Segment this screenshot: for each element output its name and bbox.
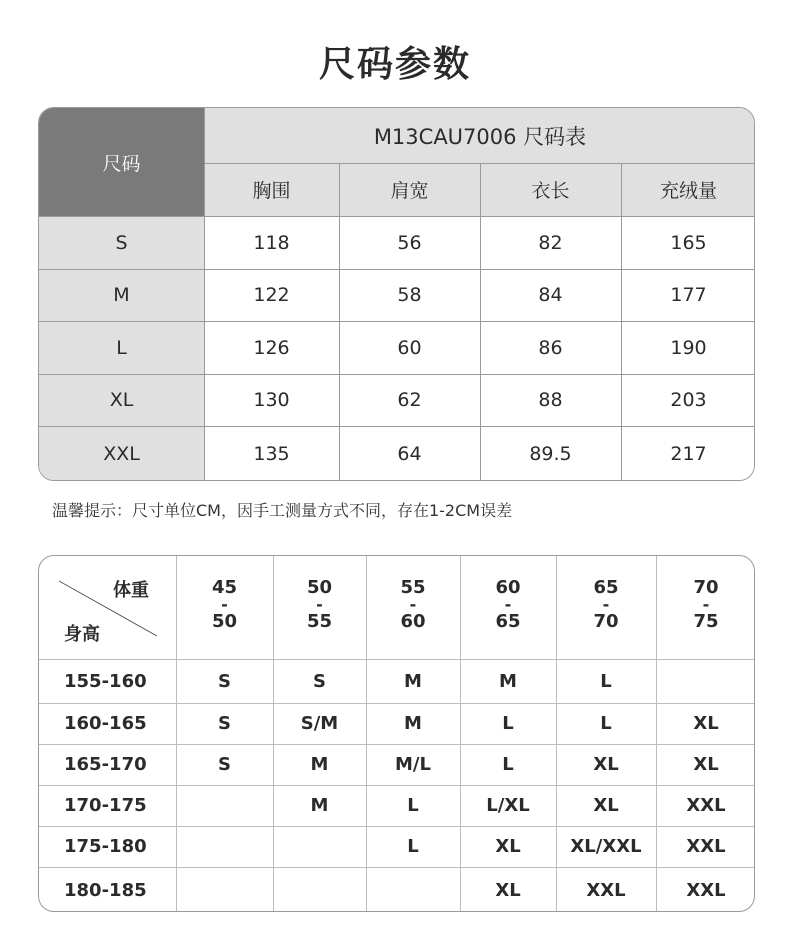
size-value-cell: 126 [204,321,339,374]
height-range-label: 180-185 [64,879,147,901]
size-value-cell: 217 [621,426,755,481]
recommended-size-cell: M [499,670,517,692]
weight-range-header [656,578,755,632]
size-value-cell: 203 [621,374,755,426]
grid-line [460,556,461,912]
size-table-title: M13CAU7006 尺码表 [204,108,755,163]
grid-line [480,163,481,481]
size-value-cell: 86 [480,321,621,374]
recommended-size-cell: L [600,670,612,692]
grid-line [39,826,755,827]
size-value-cell: 122 [204,269,339,321]
height-header-label: 身高 [64,624,100,645]
size-row-label: XL [39,374,204,426]
grid-line [39,426,755,427]
grid-line [39,374,755,375]
recommended-size-cell: XL [693,754,719,775]
recommended-size-cell: XL [593,754,619,775]
size-value-cell: 190 [621,321,755,374]
recommended-size-cell: S/M [300,713,339,734]
range-dash: - [602,595,610,614]
recommended-size-cell: XL [693,713,719,734]
measurement-tip: 温馨提示：尺寸单位CM，因手工测量方式不同，存在1-2CM误差 [52,501,513,520]
size-row-label: S [39,216,204,269]
weight-from: 45 [211,577,238,598]
recommended-size-cell: M [310,754,329,775]
weight-from: 65 [593,577,619,598]
recommended-size-cell: XXL [686,879,726,901]
height-range-label: 155-160 [64,670,147,692]
grid-line [39,785,755,786]
recommended-size-cell [273,867,366,912]
recommended-size-cell: M [310,795,329,816]
page-title: 尺码参数 [318,44,471,85]
height-range-label: 165-170 [64,754,147,775]
range-dash: - [221,595,228,614]
grid-line [656,556,657,912]
grid-line [39,321,755,322]
recommended-size-cell: XL [495,879,521,901]
height-range-label: 170-175 [64,795,147,816]
grid-line [556,556,557,912]
range-dash: - [702,595,710,614]
recommended-size-cell: S [218,670,231,692]
corner-diagonal [39,556,176,659]
size-corner-cell: 尺码 [39,108,204,216]
grid-line [39,703,755,704]
recommended-size-cell [176,826,273,867]
grid-line [621,163,622,481]
height-range-label: 160-165 [64,713,147,734]
size-value-cell: 58 [339,269,480,321]
weight-range-header [460,578,556,632]
weight-from: 60 [495,577,521,598]
weight-from: 50 [306,577,333,598]
grid-line [366,556,367,912]
recommended-size-cell: XL/XXL [570,836,642,857]
weight-to: 50 [211,611,238,632]
size-recommendation-table [38,555,755,912]
weight-to: 65 [495,611,521,632]
size-column-header: 肩宽 [339,163,480,216]
grid-line [273,556,274,912]
weight-range-header [366,578,460,632]
recommended-size-cell: S [218,754,231,775]
size-value-cell: 165 [621,216,755,269]
recommended-size-cell [176,785,273,826]
recommended-size-cell: M [404,670,422,692]
weight-range-header [176,578,273,632]
grid-line [204,163,755,164]
size-row-label: XXL [39,426,204,481]
weight-to: 55 [306,611,333,632]
grid-line [39,269,755,270]
recommended-size-cell [273,826,366,867]
recommended-size-cell: L [502,713,514,734]
recommended-size-cell: S [218,713,231,734]
weight-range-header [273,578,366,632]
recommended-size-cell: L/XL [486,795,530,816]
recommended-size-cell: XL [593,795,619,816]
recommended-size-cell: L [600,713,612,734]
recommended-size-cell: L [407,836,419,857]
range-dash: - [504,595,512,614]
weight-to: 75 [693,611,719,632]
recommended-size-cell: L [502,754,514,775]
weight-to: 70 [593,611,619,632]
size-value-cell: 135 [204,426,339,481]
range-dash: - [316,595,323,614]
recommended-size-cell: XL [495,836,521,857]
size-value-cell: 118 [204,216,339,269]
recommended-size-cell [176,867,273,912]
size-value-cell: 62 [339,374,480,426]
size-value-cell: 89.5 [480,426,621,481]
weight-to: 60 [400,611,426,632]
recommended-size-cell: S [313,670,326,692]
grid-line [39,216,755,217]
size-value-cell: 177 [621,269,755,321]
range-dash: - [409,595,417,614]
recommended-size-cell: L [407,795,419,816]
size-table [38,107,755,481]
weight-range-header [556,578,656,632]
size-row-label: L [39,321,204,374]
size-value-cell: 84 [480,269,621,321]
height-range-label: 175-180 [64,836,147,857]
grid-line [176,556,177,912]
size-value-cell: 60 [339,321,480,374]
recommended-size-cell [366,867,460,912]
weight-header-label: 体重 [113,580,149,601]
size-value-cell: 88 [480,374,621,426]
size-row-label: M [39,269,204,321]
recommended-size-cell: M/L [395,754,431,775]
grid-line [39,867,755,868]
recommended-size-cell: XXL [686,836,726,857]
size-column-header: 充绒量 [621,163,755,216]
recommended-size-cell [656,659,755,703]
size-column-header: 衣长 [480,163,621,216]
size-column-header: 胸围 [204,163,339,216]
recommended-size-cell: XXL [686,795,726,816]
recommended-size-cell: M [404,713,422,734]
weight-from: 70 [693,577,719,598]
size-value-cell: 82 [480,216,621,269]
size-value-cell: 130 [204,374,339,426]
grid-line [339,163,340,481]
size-value-cell: 64 [339,426,480,481]
weight-from: 55 [400,577,426,598]
grid-line [39,659,755,660]
recommended-size-cell: XXL [586,879,626,901]
grid-line [39,744,755,745]
size-value-cell: 56 [339,216,480,269]
